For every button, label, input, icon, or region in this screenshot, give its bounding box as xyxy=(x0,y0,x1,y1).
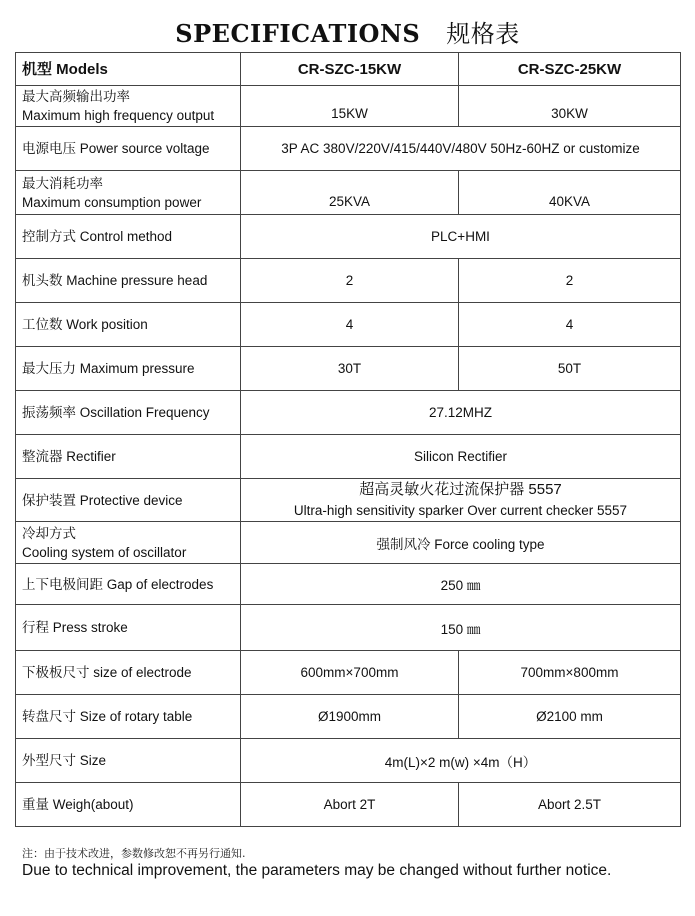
row-label xyxy=(16,86,241,127)
row-label-en: Cooling system of oscillator xyxy=(22,544,187,560)
row-label: 下极板尺寸 size of electrode xyxy=(16,651,241,695)
row-value-col1: Abort 2T xyxy=(241,783,459,827)
table-row xyxy=(16,564,681,605)
table-row xyxy=(16,215,681,259)
row-value-col1: Ø1900mm xyxy=(241,695,459,739)
row-label-cn: 冷却方式 xyxy=(22,525,76,541)
footnote-cn: 注：由于技术改进，参数修改恕不再另行通知. xyxy=(22,847,246,860)
row-label: 机头数 Machine pressure head xyxy=(16,259,241,303)
row-value-col1: 4 xyxy=(241,303,459,347)
row-value-cn: 超高灵敏火花过流保护器 5557 xyxy=(359,481,562,498)
table-row xyxy=(16,391,681,435)
row-label: 控制方式 Control method xyxy=(16,215,241,259)
row-label-en: Maximum consumption power xyxy=(22,194,202,210)
footnote-en: Due to technical improvement, the parameters may be changed without further notice. xyxy=(22,862,612,879)
row-label-en: Maximum high frequency output xyxy=(22,108,215,123)
row-value: 250 ㎜ xyxy=(241,564,681,605)
row-label: 电源电压 Power source voltage xyxy=(16,127,241,171)
table-row xyxy=(16,479,681,522)
row-value: 4m(L)×2 m(w) ×4m（H） xyxy=(241,739,681,783)
header-label: 机型 Models xyxy=(16,53,241,86)
row-value-col1: 15KW xyxy=(241,86,459,127)
row-value xyxy=(241,479,681,522)
spec-table xyxy=(15,52,681,827)
row-label: 重量 Weigh(about) xyxy=(16,783,241,827)
row-label: 整流器 Rectifier xyxy=(16,435,241,479)
row-label: 外型尺寸 Size xyxy=(16,739,241,783)
row-value-col1: 2 xyxy=(241,259,459,303)
row-value-en: Ultra-high sensitivity sparker Over current checker 5557 xyxy=(293,503,628,518)
row-value: PLC+HMI xyxy=(241,215,681,259)
page-title xyxy=(0,14,695,49)
table-row xyxy=(16,435,681,479)
row-value-col2: 50T xyxy=(459,347,681,391)
row-value-col2: 30KW xyxy=(459,86,681,127)
row-label: 转盘尺寸 Size of rotary table xyxy=(16,695,241,739)
row-value-col2: 4 xyxy=(459,303,681,347)
table-row xyxy=(16,347,681,391)
table-row xyxy=(16,171,681,215)
row-label xyxy=(16,171,241,215)
row-label: 最大压力 Maximum pressure xyxy=(16,347,241,391)
row-label: 上下电极间距 Gap of electrodes xyxy=(16,564,241,605)
table-row xyxy=(16,127,681,171)
row-label-cn: 最大高频输出功率 xyxy=(22,89,130,104)
table-row xyxy=(16,651,681,695)
row-value: 3P AC 380V/220V/415/440V/480V 50Hz-60HZ or customize xyxy=(241,127,681,171)
row-value: Silicon Rectifier xyxy=(241,435,681,479)
row-label: 保护装置 Protective device xyxy=(16,479,241,522)
title-en: SPECIFICATIONS xyxy=(175,19,421,48)
row-value-col1: 600mm×700mm xyxy=(241,651,459,695)
row-value: 强制风冷 Force cooling type xyxy=(241,522,681,564)
table-row xyxy=(16,695,681,739)
row-label: 行程 Press stroke xyxy=(16,605,241,651)
row-value-col1: 30T xyxy=(241,347,459,391)
row-label-cn: 最大消耗功率 xyxy=(22,175,103,191)
table-row xyxy=(16,86,681,127)
row-label xyxy=(16,522,241,564)
table-row xyxy=(16,522,681,564)
table-row xyxy=(16,605,681,651)
row-value-col2: Ø2100 mm xyxy=(459,695,681,739)
row-label: 振荡频率 Oscillation Frequency xyxy=(16,391,241,435)
row-value: 27.12MHZ xyxy=(241,391,681,435)
row-value-col2: 700mm×800mm xyxy=(459,651,681,695)
row-value: 150 ㎜ xyxy=(241,605,681,651)
header-col2: CR-SZC-25KW xyxy=(459,53,681,86)
row-label: 工位数 Work position xyxy=(16,303,241,347)
table-row xyxy=(16,303,681,347)
row-value-col1: 25KVA xyxy=(241,171,459,215)
row-value-col2: 40KVA xyxy=(459,171,681,215)
row-value-col2: 2 xyxy=(459,259,681,303)
table-row xyxy=(16,739,681,783)
table-row xyxy=(16,783,681,827)
table-row xyxy=(16,259,681,303)
title-cn: 规格表 xyxy=(446,20,520,48)
header-col1: CR-SZC-15KW xyxy=(241,53,459,86)
row-value-col2: Abort 2.5T xyxy=(459,783,681,827)
table-header-row xyxy=(16,53,681,86)
